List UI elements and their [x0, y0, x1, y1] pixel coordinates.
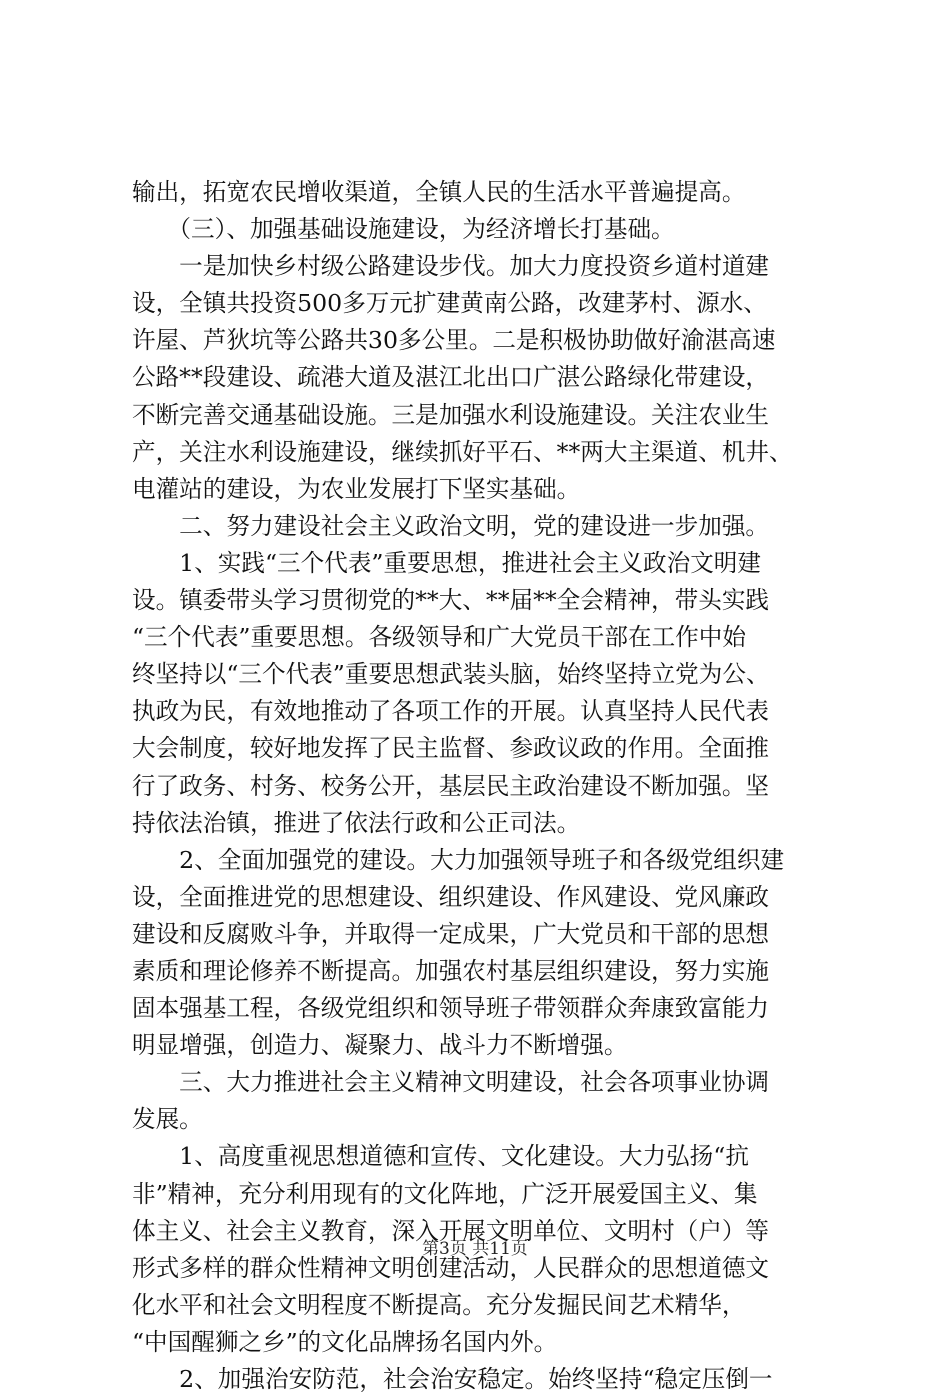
- text-line: 公路**段建设、疏港大道及湛江北出口广湛公路绿化带建设，: [132, 363, 770, 392]
- text-line: “中国醒狮之乡”的文化品牌扬名国内外。: [132, 1327, 558, 1356]
- text-line: 发展。: [132, 1105, 203, 1134]
- text-line: 输出，拓宽农民增收渠道，全镇人民的生活水平普遍提高。: [132, 178, 746, 206]
- text-line: 设。镇委带头学习贯彻党的**大、**届**全会精神，带头实践: [132, 586, 770, 615]
- text-line: 电灌站的建设，为农业发展打下坚实基础。: [132, 474, 581, 503]
- text-line: 化水平和社会文明程度不断提高。充分发掘民间艺术精华，: [132, 1290, 746, 1319]
- text-line: 一是加快乡村级公路建设步伐。加大力度投资乡道村道建: [132, 252, 770, 281]
- text-line: 产，关注水利设施建设，继续抓好平石、**两大主渠道、机井、: [132, 437, 793, 466]
- text-line: “三个代表”重要思想。各级领导和广大党员干部在工作中始: [132, 623, 746, 652]
- text-line: 二、努力建设社会主义政治文明，党的建设进一步加强。: [132, 511, 770, 540]
- text-line: 1、高度重视思想道德和宣传、文化建设。大力弘扬“抗: [132, 1142, 749, 1171]
- text-line: 终坚持以“三个代表”重要思想武装头脑，始终坚持立党为公、: [132, 660, 770, 689]
- text-line: 体主义、社会主义教育，深入开展文明单位、文明村（户）等: [132, 1216, 770, 1245]
- text-line: 执政为民，有效地推动了各项工作的开展。认真坚持人民代表: [132, 697, 770, 726]
- text-line: 非”精神，充分利用现有的文化阵地，广泛开展爱国主义、集: [132, 1179, 758, 1208]
- text-line: 2、加强治安防范，社会治安稳定。始终坚持“稳定压倒一: [132, 1365, 773, 1393]
- text-line: 明显增强，创造力、凝聚力、战斗力不断增强。: [132, 1031, 628, 1060]
- text-line: 行了政务、村务、校务公开，基层民主政治建设不断加强。坚: [132, 771, 770, 800]
- text-line: （三）、加强基础设施建设，为经济增长打基础。: [132, 215, 675, 244]
- page-number-label: 第3页 共11页: [422, 1239, 528, 1259]
- text-line: 大会制度，较好地发挥了民主监督、参政议政的作用。全面推: [132, 734, 770, 763]
- body-text: [132, 174, 832, 1398]
- page-footer: [0, 1237, 950, 1261]
- text-line: 素质和理论修养不断提高。加强农村基层组织建设，努力实施: [132, 956, 770, 985]
- text-line: 形式多样的群众性精神文明创建活动，人民群众的思想道德文: [132, 1253, 770, 1282]
- text-line: 持依法治镇，推进了依法行政和公正司法。: [132, 808, 581, 837]
- text-line: 三、大力推进社会主义精神文明建设，社会各项事业协调: [132, 1068, 770, 1097]
- text-line: 许屋、芦狄坑等公路共30多公里。二是积极协助做好渝湛高速: [132, 326, 776, 355]
- text-line: 设，全面推进党的思想建设、组织建设、作风建设、党风廉政: [132, 882, 770, 911]
- text-line: 建设和反腐败斗争，并取得一定成果，广大党员和干部的思想: [132, 919, 770, 948]
- text-line: 2、全面加强党的建设。大力加强领导班子和各级党组织建: [132, 845, 785, 874]
- text-line: 1、实践“三个代表”重要思想，推进社会主义政治文明建: [132, 548, 761, 577]
- text-line: 设，全镇共投资500多万元扩建黄南公路，改建茅村、源水、: [132, 289, 767, 318]
- text-line: 固本强基工程，各级党组织和领导班子带领群众奔康致富能力: [132, 994, 770, 1023]
- text-line: 不断完善交通基础设施。三是加强水利设施建设。关注农业生: [132, 400, 770, 429]
